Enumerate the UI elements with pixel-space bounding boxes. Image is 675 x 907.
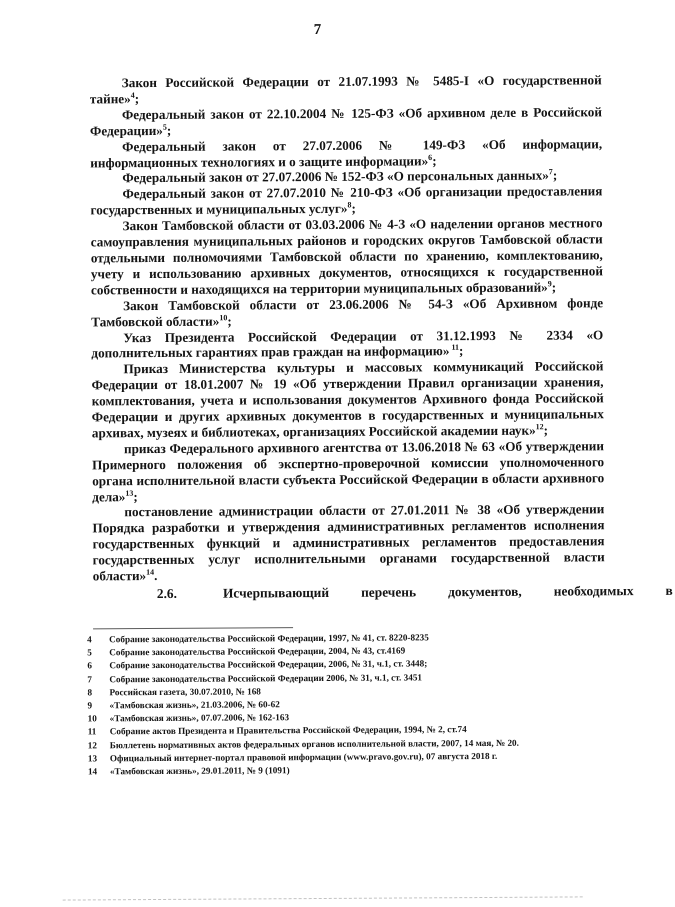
legal-act-paragraph — [92, 502, 604, 585]
section-word: документов, — [448, 583, 522, 600]
footnote-text: Бюллетень нормативных актов федеральных органов исполнительной власти, 2007, 14 мая, № 20. — [109, 737, 519, 750]
footnote-text: Собрание актов Президента и Правительства Российской Федерации, 1994, № 2, ст.74 — [109, 724, 467, 737]
paragraph-text: Закон Российской Федерации от 21.07.1993 № 5485-I «О государственной тайне» — [89, 72, 602, 107]
paragraph-text: Указ Президента Российской Федерации от 31.12.1993 № 2334 «О дополнительных гарантиях прав граждан на информацию» — [91, 326, 604, 361]
paragraph-text: Федеральный закон от 27.07.2006 № 149-ФЗ «Об информации, информационных технологиях и о защите информации» — [90, 135, 603, 170]
footnotes — [87, 630, 618, 778]
paragraph-tail: ; — [458, 343, 464, 359]
document-body — [89, 72, 673, 602]
footnote-number: 14 — [87, 766, 98, 777]
footnote-ref: 11 — [449, 343, 460, 353]
footnote-text: Собрание законодательства Российской Федерации, 2006, № 31, ч.1, ст. 3448; — [109, 658, 428, 671]
footnote-number: 11 — [87, 726, 97, 737]
legal-act-paragraph — [92, 438, 604, 505]
footnote-number: 5 — [87, 647, 92, 658]
section-word: перечень — [361, 584, 417, 600]
legal-act-paragraph — [91, 215, 603, 298]
legal-act-paragraph — [90, 104, 602, 139]
section-number: 2.6. — [156, 585, 177, 601]
paragraph-tail: ; — [551, 279, 557, 295]
footnote-ref: 6 — [428, 152, 433, 162]
legal-act-paragraph — [90, 136, 602, 171]
footnote-separator — [93, 627, 293, 629]
scan-edge-line — [63, 896, 583, 900]
footnote-ref: 10 — [219, 312, 228, 322]
footnote-number: 12 — [87, 739, 98, 751]
section-word: необходимых — [553, 583, 634, 599]
section-word: в — [665, 582, 673, 598]
legal-act-paragraph — [90, 72, 602, 107]
footnote-ref: 8 — [347, 200, 352, 210]
paragraph-text: Федеральный закон от 22.10.2004 № 125-ФЗ «Об архивном деле в Российской Федерации» — [89, 104, 602, 139]
paragraph-text: Федеральный закон от 27.07.2006 № 152-ФЗ «О персональных данных» — [122, 168, 549, 186]
paragraph-tail: ; — [351, 201, 356, 217]
paragraph-text: Закон Тамбовской области от 23.06.2006 № 54-З «Об Архивном фонде Тамбовской области» — [91, 294, 604, 329]
footnote-text: «Тамбовская жизнь», 29.01.2011, № 9 (1091) — [109, 765, 290, 777]
paragraph-text: Приказ Министерства культуры и массовых коммуникаций Российской Федерации от 18.01.2007 № 19 «Об утверждении Правил организации хранения, комплектования, учета и использования документов Архивного фонда Российской Федерации и других архивных документов в государственных и муниципальных архивах, музеях и библиотеках, организациях Российской академии наук» — [91, 358, 604, 441]
footnote-ref: 5 — [162, 122, 167, 132]
paragraph-text: постановление администрации области от 27.01.2011 № 38 «Об утверждении Порядка разработки и утверждения административных регламентов исполнения государственных функций и административных регламентов предоставления государственных услуг исполнительными органами государственной власти области» — [92, 501, 605, 584]
paragraph-tail: ; — [543, 422, 549, 438]
footnote-number: 9 — [87, 700, 93, 711]
footnote — [88, 762, 618, 778]
paragraph-tail: ; — [133, 488, 138, 504]
footnote-ref: 4 — [130, 90, 135, 100]
paragraph-tail: ; — [552, 167, 558, 184]
footnote-ref: 9 — [547, 278, 552, 288]
paragraph-tail: ; — [166, 122, 172, 138]
footnote-text: Собрание законодательства Российской Федерации 2006, № 31, ч.1, ст. 3451 — [109, 671, 423, 684]
paragraph-text: приказ Федерального архивного агентства от 13.06.2018 № 63 «Об утверждении Примерного положения об экспертно-проверочной комиссии уполномоченного органа исполнительной власти субъекта Российской Федерации в области архивного дела» — [92, 438, 605, 504]
footnote-text: Собрание законодательства Российской Федерации, 2004, № 43, ст.4169 — [109, 645, 406, 658]
section-heading — [93, 582, 673, 602]
page-number: 7 — [313, 21, 322, 39]
paragraph-tail: ; — [432, 152, 437, 168]
footnote-ref: 12 — [535, 422, 544, 432]
footnote-text: «Тамбовская жизнь», 21.03.2006, № 60-62 — [109, 699, 280, 711]
legal-act-paragraph — [90, 184, 602, 219]
footnote-number: 10 — [87, 713, 97, 724]
footnote-text: Официальный интернет-портал правовой информации (www.pravo.gov.ru), 07 августа 2018 г. — [109, 750, 498, 764]
footnote-number: 7 — [87, 674, 93, 685]
footnote-ref: 7 — [548, 167, 553, 177]
legal-act-paragraph — [91, 359, 603, 442]
legal-act-paragraph — [91, 295, 603, 330]
footnote-number: 4 — [87, 634, 92, 645]
legal-act-paragraph — [91, 327, 603, 362]
paragraph-text: Закон Тамбовской области от 03.03.2006 № 4-З «О наделении органов местного самоуправления муниципальных районов и городских округов Тамбовской области отдельными полномочиями Тамбовской области по хранению, комплектованию, учету и использованию архивных документов, относящихся к государственной собственности и находящихся на территории муниципальных образований» — [90, 215, 603, 298]
footnote-number: 13 — [87, 753, 98, 764]
footnote-text: Российская газета, 30.07.2010, № 168 — [109, 686, 261, 698]
legal-acts-list — [90, 72, 605, 584]
paragraph-tail: ; — [134, 91, 140, 107]
footnote-ref: 14 — [146, 567, 155, 577]
paragraph-tail: ; — [227, 313, 232, 329]
paragraph-tail: . — [154, 568, 158, 584]
section-word: Исчерпывающий — [222, 584, 330, 601]
footnote-ref: 13 — [125, 488, 134, 498]
footnote-text: Собрание законодательства Российской Федерации, 1997, № 41, ст. 8220-8235 — [109, 632, 429, 645]
footnote-number: 8 — [87, 687, 93, 698]
paragraph-text: Федеральный закон от 27.07.2010 № 210-ФЗ «Об организации предоставления государственных и муниципальных услуг» — [90, 183, 603, 218]
footnote-number: 6 — [87, 660, 92, 671]
footnote-text: «Тамбовская жизнь», 07.07.2006, № 162-163 — [109, 712, 290, 724]
